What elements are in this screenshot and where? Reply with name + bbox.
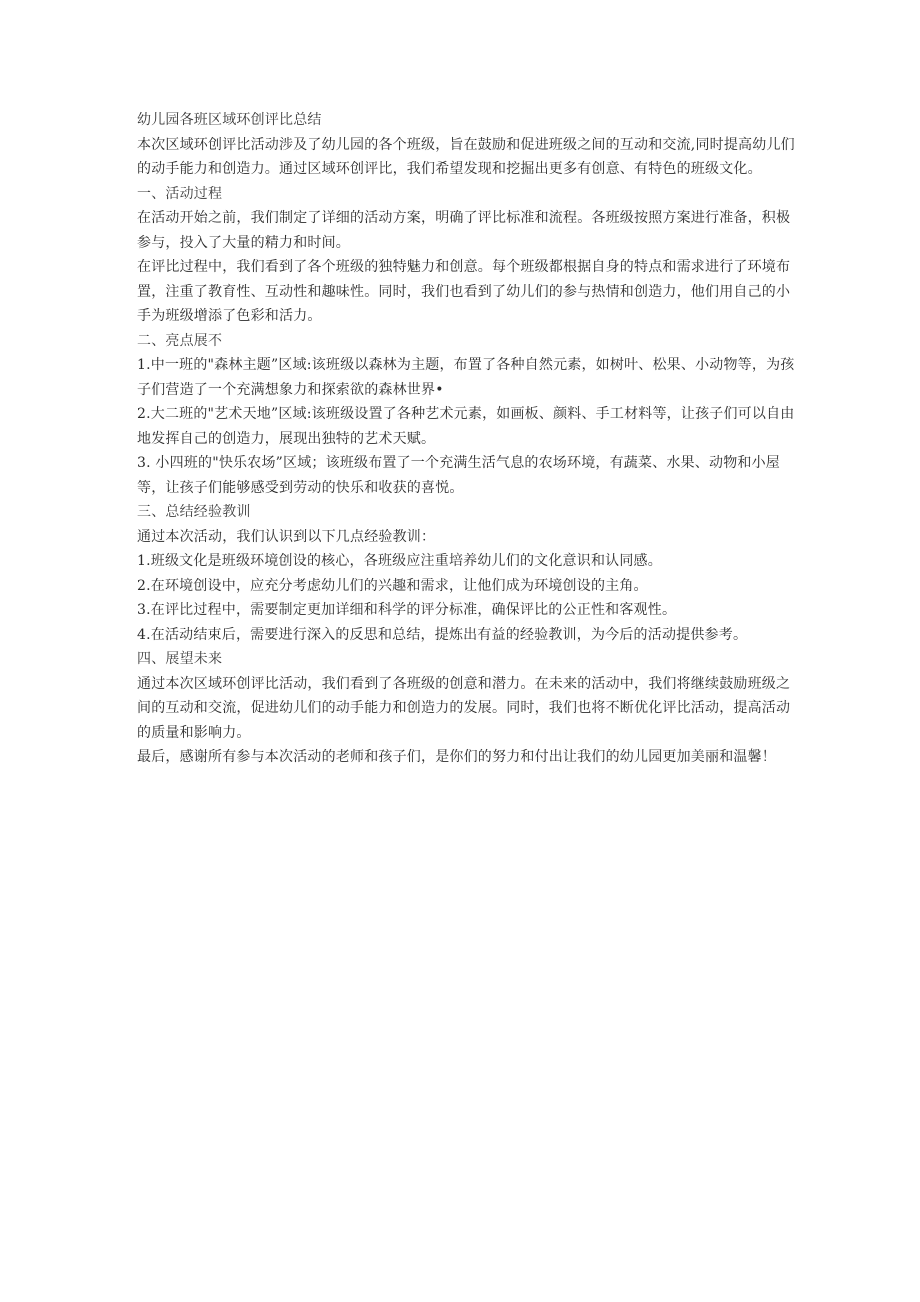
section-heading-process: 一、活动过程 bbox=[137, 185, 223, 202]
outlook-paragraph-2: 最后，感谢所有参与本次活动的老师和孩子们，是你们的努力和付出让我们的幼儿园更加美丽和温馨！ bbox=[137, 749, 776, 765]
process-paragraph-1: 在活动开始之前，我们制定了详细的活动方案，明确了评比标准和流程。各班级按照方案进行准备，积极参与，投入了大量的精力和时间。 bbox=[137, 210, 791, 251]
section-heading-lessons: 三、总结经验教训 bbox=[137, 504, 251, 520]
document-title: 幼儿园各班区域环创评比总结 bbox=[137, 112, 322, 128]
process-paragraph-2: 在评比过程中，我们看到了各个班级的独特魅力和创意。每个班级都根据自身的特点和需求进行了环境布置，注重了教育性、互动性和趣味性。同时，我们也看到了幼儿们的参与热情和创造力，他们用自己的小手为班级增添了色彩和活力。 bbox=[137, 259, 791, 324]
highlight-item-1: 1.中一班的"森林主题”区域:该班级以森林为主题，布置了各种自然元素，如树叶、松果、小动物等，为孩子们营造了一个充满想象力和探索欲的森林世界• bbox=[137, 357, 795, 398]
lesson-item-3: 3.在评比过程中，需要制定更加详细和科学的评分标准，确保评比的公正性和客观性。 bbox=[137, 602, 677, 618]
document-body bbox=[137, 108, 797, 770]
lessons-lead: 通过本次活动，我们认识到以下几点经验教训： bbox=[137, 528, 436, 545]
section-heading-highlights: 二、亮点展不 bbox=[137, 332, 223, 349]
lesson-item-1: 1.班级文化是班级环境创设的核心，各班级应注重培养幼儿们的文化意识和认同感。 bbox=[137, 553, 662, 569]
highlight-item-3: 3. 小四班的"快乐农场”区域；该班级布置了一个充满生活气息的农场环境，有蔬菜、水果、动物和小屋等，让孩子们能够感受到劳动的快乐和收获的喜悦。 bbox=[137, 455, 781, 496]
highlight-item-2: 2.大二班的"艺术天地”区域:该班级设置了各种艺术元素，如画板、颜料、手工材料等，让孩子们可以自由地发挥自己的创造力，展现出独特的艺术天赋。 bbox=[137, 406, 795, 447]
lesson-item-4: 4.在活动结束后，需要进行深入的反思和总结，提炼出有益的经验教训，为今后的活动提供参考。 bbox=[137, 626, 748, 643]
intro-paragraph: 本次区域环创评比活动涉及了幼儿园的各个班级，旨在鼓励和促进班级之间的互动和交流,同时提高幼儿们的动手能力和创造力。通过区域环创评比，我们希望发现和挖掘出更多有创意、有特色的班级文化。 bbox=[137, 136, 795, 177]
outlook-paragraph-1: 通过本次区域环创评比活动，我们看到了各班级的创意和潜力。在未来的活动中，我们将继续鼓励班级之间的互动和交流，促进幼儿们的动手能力和创造力的发展。同时，我们也将不断优化评比活动，提高活动的质量和影响力。 bbox=[137, 675, 791, 741]
lesson-item-2: 2.在环境创设中，应充分考虑幼儿们的兴趣和需求，让他们成为环境创设的主角。 bbox=[137, 577, 648, 594]
section-heading-outlook: 四、展望未来 bbox=[137, 651, 223, 667]
